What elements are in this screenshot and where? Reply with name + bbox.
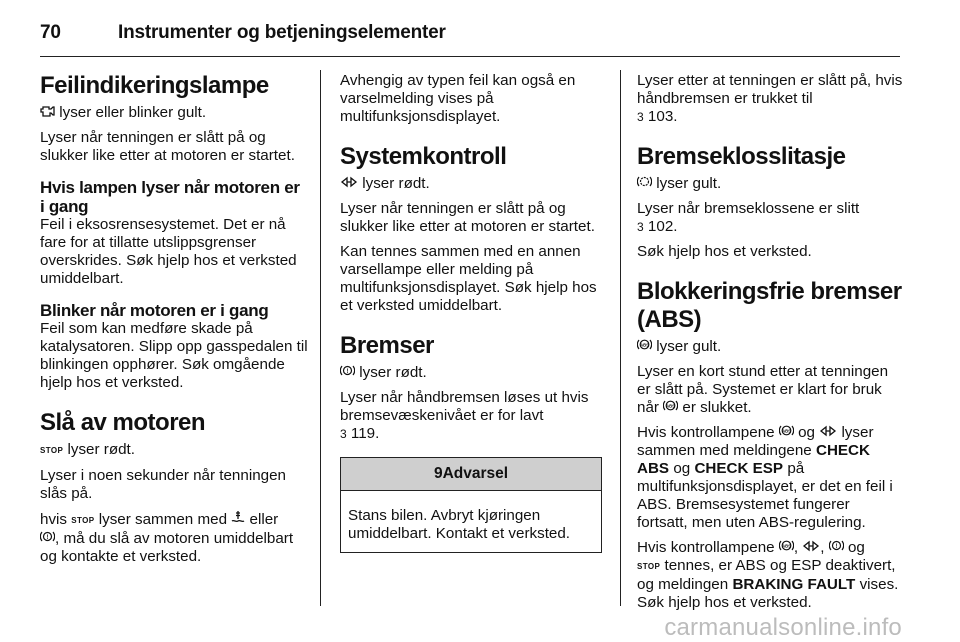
warning-box [340, 457, 602, 553]
page-ref-arrow-icon: 3 [340, 427, 347, 441]
brake-icon [340, 364, 355, 382]
system-check-icon [802, 539, 820, 557]
abs-description: Lyser en kort stund etter at tenningen er slått på. Systemet er klart for bruk når ABS er slukket. [637, 363, 889, 416]
heading-fault-lamp: Feilindikeringslampe [40, 72, 269, 99]
stop-icon: STOP [71, 516, 95, 525]
column-3 [637, 72, 903, 619]
stop-icon: STOP [637, 562, 661, 571]
svg-text:!: ! [46, 535, 49, 541]
lit-description: Feil i eksosrensesystemet. Det er nå fare for at tillatte utslippsgrenser overskrides. Søk hjelp hos et verksted umiddelbart. [40, 216, 297, 287]
page-header [40, 22, 446, 44]
svg-text:ABS: ABS [781, 543, 791, 549]
watermark: carmanualsonline.info [664, 614, 902, 641]
page-ref-arrow-icon: 3 [637, 110, 644, 124]
heading-abs: Blokkeringsfrie bremser (ABS) [637, 278, 902, 333]
fault-description: Lyser når tenningen er slått på og slukker like etter at motoren er startet. [40, 129, 295, 164]
blink-description: Feil som kan medføre skade på katalysatoren. Slipp opp gasspedalen til blinkingen opphører. Søk omgående hjelp hos et verksted. [40, 320, 308, 391]
brake-icon [40, 530, 55, 548]
svg-text:ABS: ABS [640, 342, 649, 348]
column-1 [40, 72, 308, 573]
chapter-title: Instrumenter og betjeningselementer [118, 22, 446, 43]
stop-description: Lyser i noen sekunder når tenningen slås på. [40, 467, 286, 502]
system-check-icon [340, 175, 358, 193]
heading-brakes: Bremser [340, 332, 434, 359]
abs-line: ABS lyser gult. [637, 338, 903, 356]
pad-help: Søk hjelp hos et verksted. [637, 243, 812, 260]
engine-icon [40, 104, 55, 122]
column-2 [340, 72, 605, 553]
intro-text: Avhengig av typen feil kan også en varselmelding vises på multifunksjonsdisplayet. [340, 72, 576, 125]
pad-description: Lyser når bremseklossene er slitt 3 102. [637, 200, 860, 235]
column-divider [320, 70, 321, 606]
abs-icon [779, 424, 794, 442]
heading-brake-pad-wear: Bremseklosslitasje [637, 143, 846, 170]
brake-line: ! lyser rødt. [340, 364, 605, 382]
system-check-icon [819, 424, 837, 442]
page-ref-link[interactable]: 102. [647, 218, 678, 235]
heading-lit-running: Hvis lampen lyser når motoren er i gang [40, 178, 300, 216]
warning-body: Stans bilen. Avbryt kjøringen umiddelbart. Kontakt et verksted. [348, 507, 571, 542]
heading-stop-engine: Slå av motoren [40, 409, 206, 436]
fault-line: lyser eller blinker gult. [40, 104, 308, 122]
handbrake-intro: Lyser etter at tenningen er slått på, hvis håndbremsen er trukket til 3 103. [637, 72, 903, 125]
abs-icon [637, 338, 652, 356]
heading-system-check: Systemkontroll [340, 143, 507, 170]
pad-line: lyser gult. [637, 175, 903, 193]
column-divider [620, 70, 621, 606]
brake-description: Lyser når håndbremsen løses ut hvis bremsevæskenivået er for lavt 3 119. [340, 389, 589, 442]
stop-icon: STOP [40, 446, 64, 455]
abs-fault-description: Hvis kontrollampene ABS og lyser sammen med meldingene CHECK ABS og CHECK ESP på multifunksjonsdisplayet, er det en feil i ABS. Bremsesystemet fungerer fortsatt, men uten ABS-regulering. [637, 424, 893, 531]
abs-icon [663, 399, 678, 417]
coolant-temp-icon [231, 510, 245, 529]
page-ref-link[interactable]: 103. [647, 108, 678, 125]
warning-icon: 9 [433, 465, 443, 482]
system-description-1: Lyser når tenningen er slått på og slukker like etter at motoren er startet. [340, 200, 595, 235]
system-line: lyser rødt. [340, 175, 605, 193]
svg-text:!: ! [835, 544, 838, 550]
warning-header: 9Advarsel [341, 458, 601, 491]
brake-pad-icon [637, 175, 652, 193]
abs-icon [779, 539, 794, 557]
svg-text:ABS: ABS [666, 403, 676, 409]
heading-blink-running: Blinker når motoren er i gang [40, 301, 269, 320]
svg-text:!: ! [346, 369, 349, 375]
system-description-2: Kan tennes sammen med en annen varsellampe eller melding på multifunksjonsdisplayet. Søk hjelp hos et verksted umiddelbart. [340, 243, 597, 314]
page-number: 70 [40, 22, 61, 43]
page-ref-link[interactable]: 119. [350, 425, 380, 442]
abs-deactivated-description: Hvis kontrollampene ABS , , ! og STOP tennes, er ABS og ESP deaktivert, og meldingen BRAKING FAULT vises. Søk hjelp hos et verksted. [637, 539, 899, 611]
header-rule [40, 56, 900, 57]
page-ref-arrow-icon: 3 [637, 220, 644, 234]
svg-text:ABS: ABS [781, 428, 791, 434]
brake-icon [829, 539, 844, 557]
stop-combo: hvis STOP lyser sammen med eller ! , må du slå av motoren umiddelbart og kontakte et verksted. [40, 511, 294, 565]
stop-line: STOP lyser rødt. [40, 441, 135, 458]
